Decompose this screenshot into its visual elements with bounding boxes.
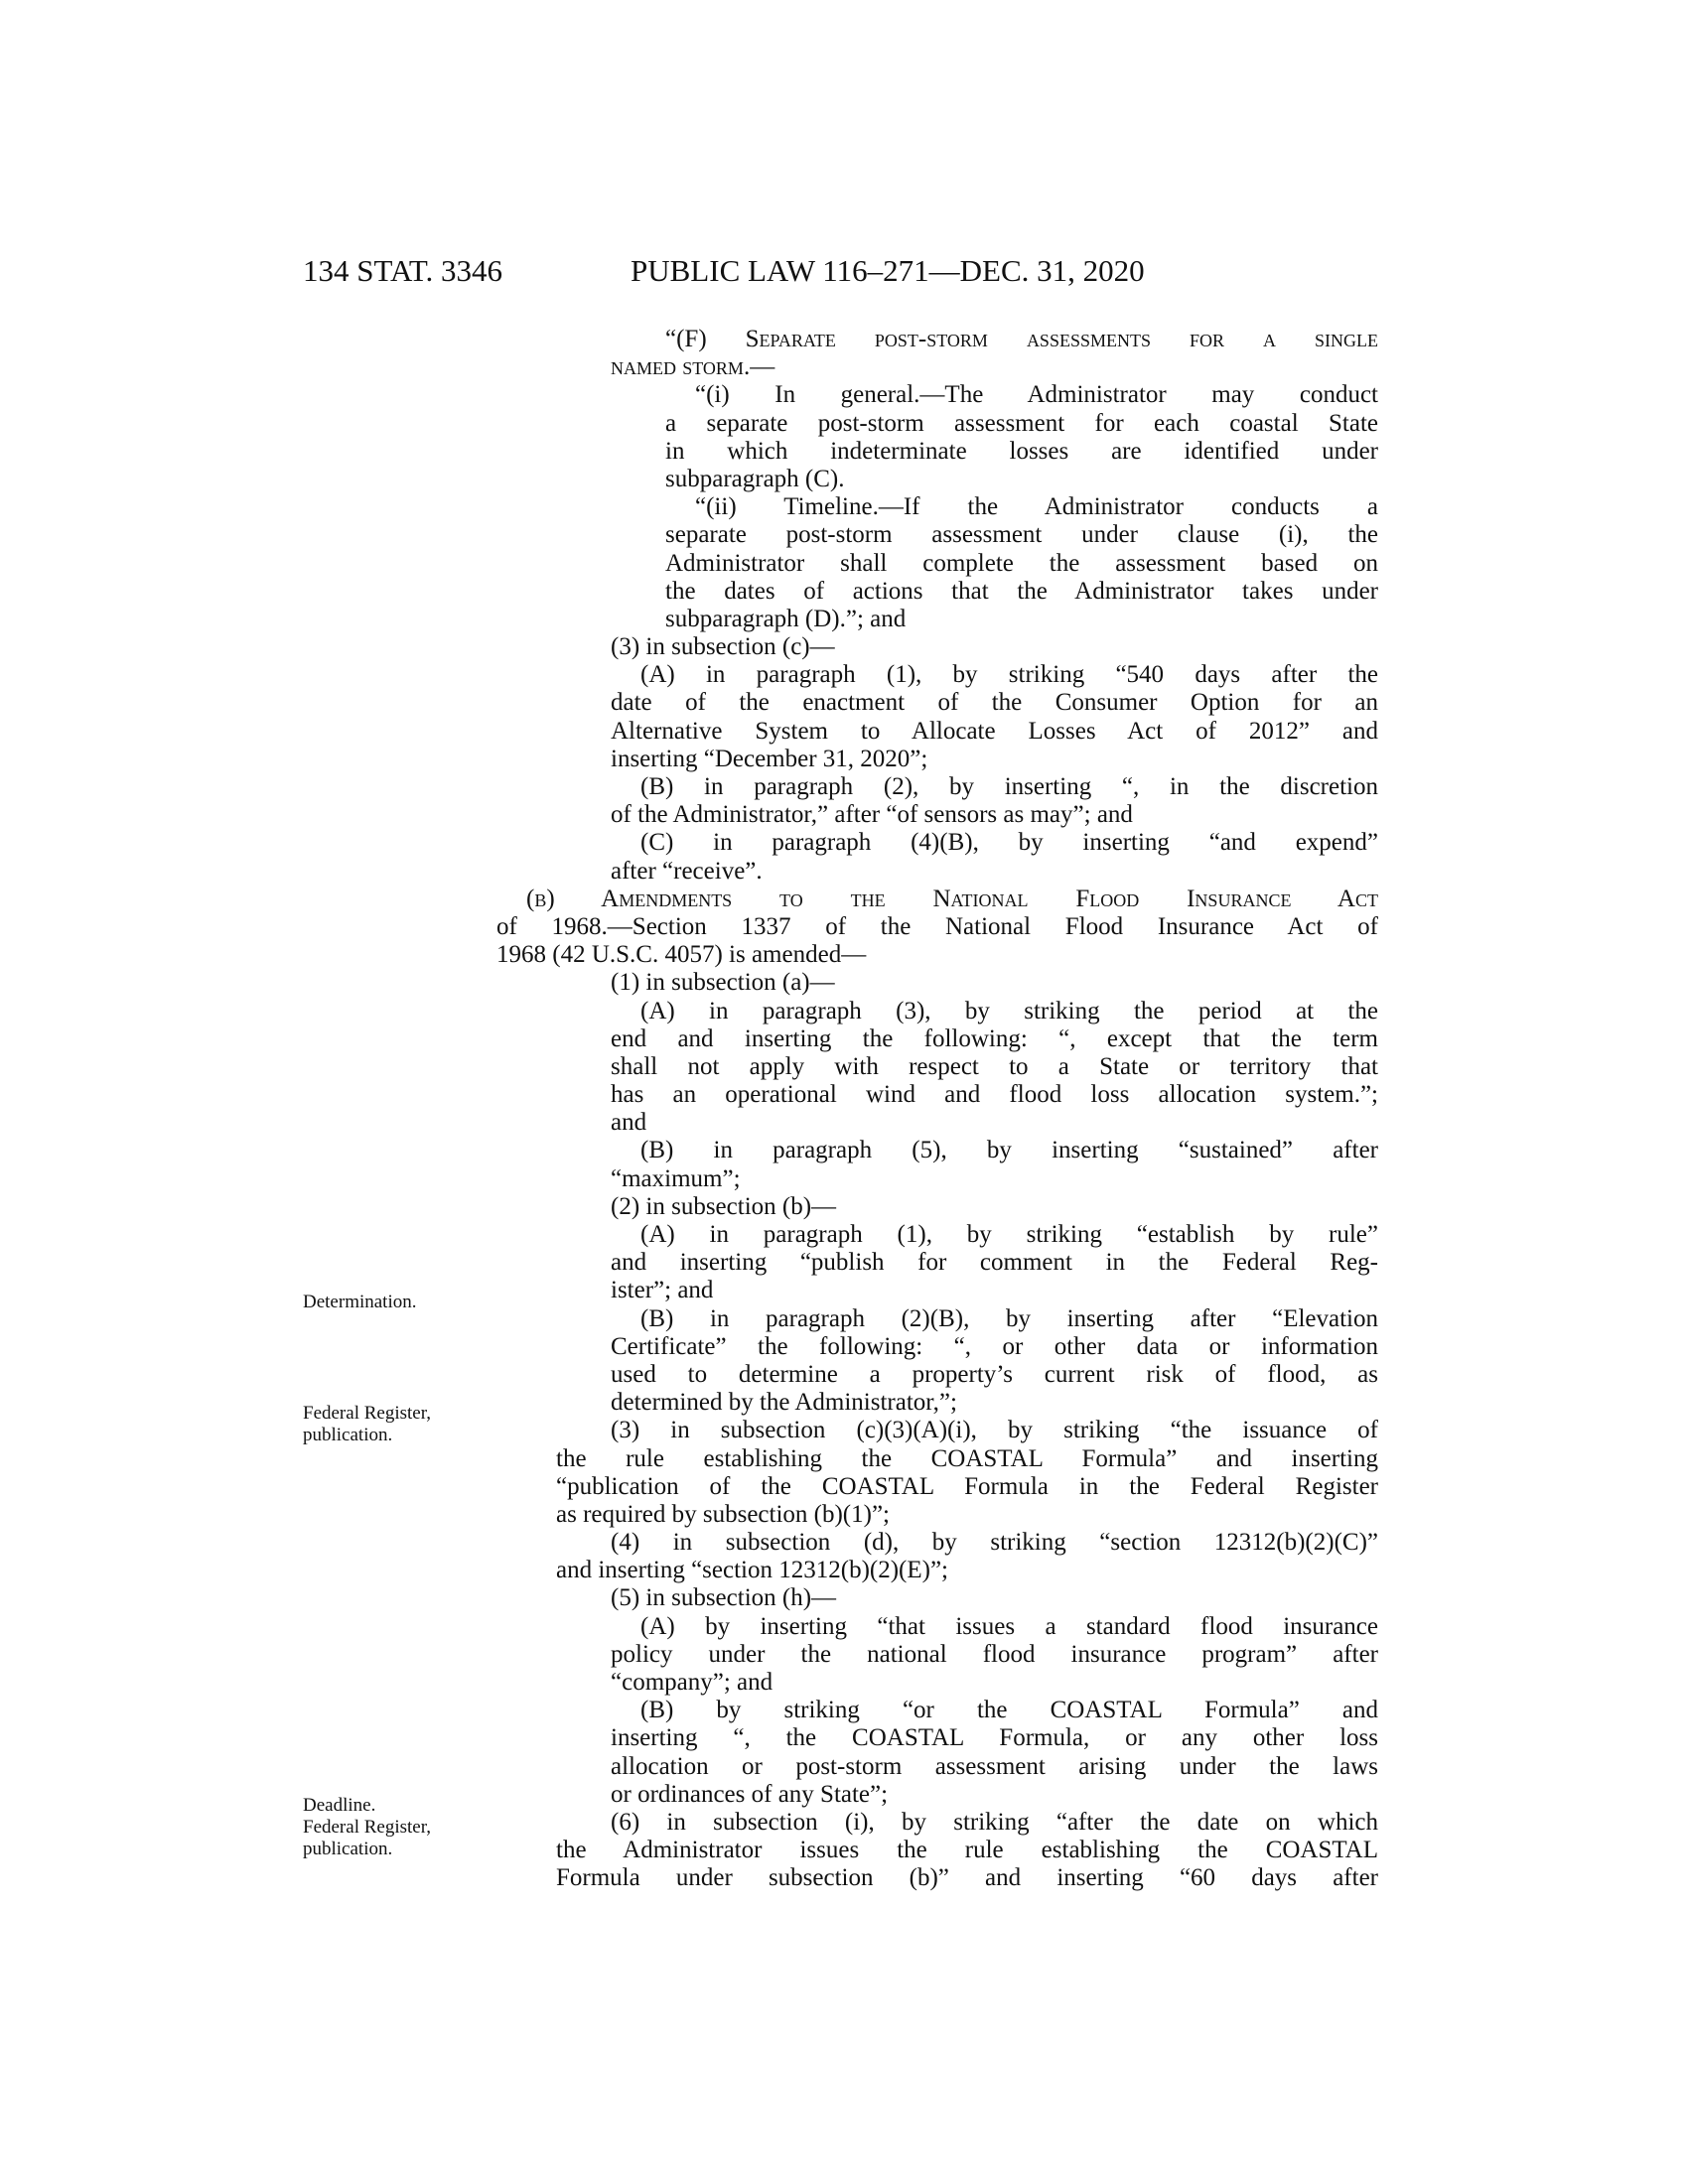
subparagraph-b: (B) in paragraph (2), by inserting “, in the discretion — [640, 773, 1378, 800]
clause-ii: “(ii) Timeline.—If the Administrator conducts a — [695, 493, 1378, 521]
text-line: “company”; and — [611, 1669, 774, 1696]
text-line: subparagraph (C). — [665, 465, 845, 492]
paragraph-6: (6) in subsection (i), by striking “after the date on which — [611, 1808, 1378, 1836]
text-line: Alternative System to Allocate Losses Act of 2012” and — [611, 717, 1378, 745]
text-line: determined by the Administrator,”; — [611, 1389, 957, 1417]
text-line: allocation or post-storm assessment arising under the laws — [611, 1752, 1378, 1780]
text-line: and inserting “section 12312(b)(2)(E)”; — [556, 1557, 949, 1584]
text-line: a separate post-storm assessment for each coastal State — [665, 409, 1378, 437]
paragraph-3: (3) in subsection (c)(3)(A)(i), by striking “the issuance of — [611, 1417, 1378, 1444]
text-line: of the Administrator,” after “of sensors as may”; and — [611, 801, 1133, 829]
running-head — [303, 251, 1360, 291]
margin-note-line: Federal Register, — [303, 1817, 432, 1838]
text-line: Administrator shall complete the assessment based on — [665, 549, 1378, 577]
subparagraph-a: (A) by inserting “that issues a standard flood insurance — [640, 1612, 1378, 1640]
subparagraph-b: (B) in paragraph (2)(B), by inserting after “Elevation — [640, 1304, 1378, 1332]
margin-note-line: publication. — [303, 1425, 393, 1445]
text-line: “maximum”; — [611, 1164, 741, 1192]
statute-body — [496, 326, 1378, 1893]
margin-note-line: Determination. — [303, 1292, 417, 1312]
text-line: the rule establishing the COASTAL Formula” and inserting — [556, 1444, 1378, 1472]
clause-i: “(i) In general.—The Administrator may conduct — [695, 381, 1378, 409]
text-line: inserting “, the COASTAL Formula, or any other loss — [611, 1724, 1378, 1752]
text-line: has an operational wind and flood loss allocation system.”; — [611, 1081, 1378, 1109]
subparagraph-c: (C) in paragraph (4)(B), by inserting “and expend” — [640, 829, 1378, 857]
text-line: separate post-storm assessment under clause (i), the — [665, 521, 1378, 549]
text-line: “publication of the COASTAL Formula in the Federal Register — [556, 1472, 1378, 1500]
margin-note-line: publication. — [303, 1839, 393, 1859]
text-line: 1968 (42 U.S.C. 4057) is amended— — [496, 941, 867, 969]
statute-citation: 134 STAT. 3346 — [303, 253, 503, 288]
text-line: policy under the national flood insurance program” after — [611, 1640, 1378, 1668]
subparagraph-b: (B) by striking “or the COASTAL Formula” and — [640, 1697, 1378, 1724]
text-line: named storm.— — [611, 353, 775, 381]
text-line: and inserting “publish for comment in the Federal Reg- — [611, 1249, 1378, 1277]
paragraph-3: (3) in subsection (c)— — [611, 633, 835, 661]
public-law-citation: PUBLIC LAW 116–271—DEC. 31, 2020 — [631, 253, 1145, 288]
subparagraph-b: (B) in paragraph (5), by inserting “sustained” after — [640, 1137, 1378, 1164]
text-line: of 1968.—Section 1337 of the National Flood Insurance Act of — [496, 912, 1378, 940]
text-line: after “receive”. — [611, 857, 763, 885]
margin-note-line: Deadline. — [303, 1795, 376, 1816]
paragraph-2: (2) in subsection (b)— — [611, 1192, 837, 1220]
subparagraph-a: (A) in paragraph (1), by striking “establish by rule” — [640, 1221, 1378, 1248]
paragraph-1: (1) in subsection (a)— — [611, 969, 835, 997]
text-line: ister”; and — [611, 1277, 714, 1304]
text-line: the Administrator issues the rule establishing the COASTAL — [556, 1837, 1378, 1864]
subsection-b-heading: (b) Amendments to the National Flood Insurance Act — [526, 885, 1378, 912]
text-line: used to determine a property’s current risk of flood, as — [611, 1360, 1378, 1388]
subparagraph-a: (A) in paragraph (1), by striking “540 days after the — [640, 661, 1378, 689]
text-line: the dates of actions that the Administrator takes under — [665, 577, 1378, 605]
text-line: Certificate” the following: “, or other data or information — [611, 1332, 1378, 1360]
text-line: inserting “December 31, 2020”; — [611, 745, 928, 772]
text-line: end and inserting the following: “, except that the term — [611, 1024, 1378, 1052]
paragraph-5: (5) in subsection (h)— — [611, 1584, 837, 1612]
text-line: as required by subsection (b)(1)”; — [556, 1500, 890, 1528]
text-line: date of the enactment of the Consumer Option for an — [611, 689, 1378, 717]
text-line: Formula under subsection (b)” and inserting “60 days after — [556, 1864, 1378, 1892]
text-line: and — [611, 1109, 647, 1137]
text-line: subparagraph (D).”; and — [665, 605, 907, 632]
text-line: shall not apply with respect to a State or territory that — [611, 1052, 1378, 1080]
subparagraph-a: (A) in paragraph (3), by striking the period at the — [640, 997, 1378, 1024]
margin-note-line: Federal Register, — [303, 1403, 432, 1424]
subparagraph-f-heading: “(F) Separate post-storm assessments for a single — [665, 326, 1378, 352]
paragraph-4: (4) in subsection (d), by striking “section 12312(b)(2)(C)” — [611, 1529, 1378, 1557]
text-line: or ordinances of any State”; — [611, 1780, 889, 1808]
text-line: in which indeterminate losses are identified under — [665, 437, 1378, 465]
